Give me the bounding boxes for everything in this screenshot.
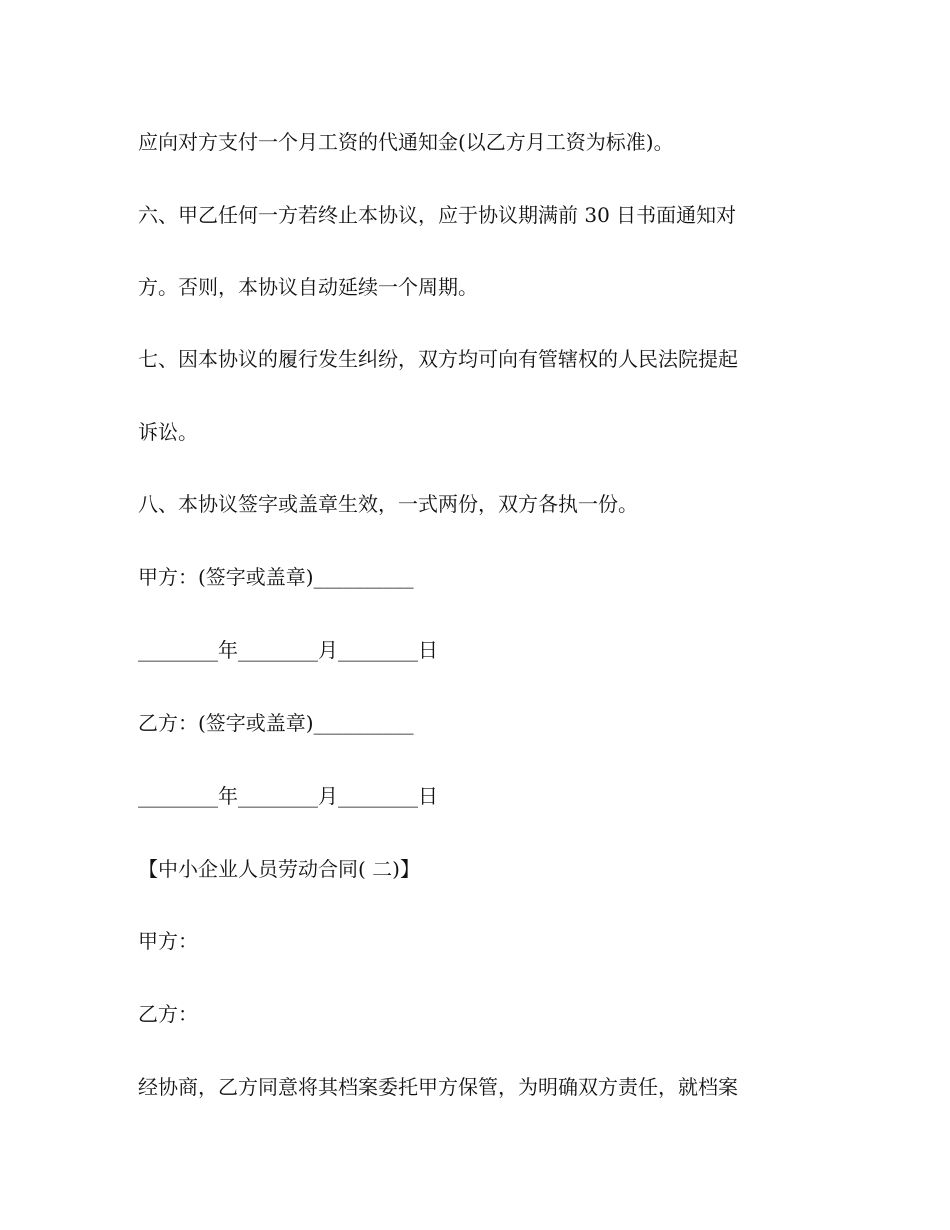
- party-b-label: 乙方：: [138, 1002, 198, 1026]
- contract-two-intro-paragraph: 经协商，乙方同意将其档案委托甲方保管，为明确双方责任，就档案: [138, 1075, 738, 1099]
- paragraph-notice-pay: 应向对方支付一个月工资的代通知金(以乙方月工资为标准)。: [138, 130, 674, 154]
- clause-eight: 八、本协议签字或盖章生效，一式两份，双方各执一份。: [138, 492, 638, 516]
- party-a-signature-line: 甲方：(签字或盖章)__________: [138, 565, 414, 589]
- party-b-signature-line: 乙方：(签字或盖章)__________: [138, 711, 414, 735]
- party-a-date-line: ________年________月________日: [138, 638, 438, 662]
- party-a-label: 甲方：: [138, 929, 198, 953]
- clause-seven-line-1: 七、因本协议的履行发生纠纷，双方均可向有管辖权的人民法院提起: [138, 347, 738, 371]
- contract-two-heading: 【中小企业人员劳动合同( 二)】: [138, 857, 420, 881]
- clause-seven-line-2: 诉讼。: [138, 420, 198, 444]
- clause-six-line-1: 六、甲乙任何一方若终止本协议，应于协议期满前 30 日书面通知对: [138, 203, 737, 227]
- clause-six-line-2: 方。否则，本协议自动延续一个周期。: [138, 275, 478, 299]
- party-b-date-line: ________年________月________日: [138, 784, 438, 808]
